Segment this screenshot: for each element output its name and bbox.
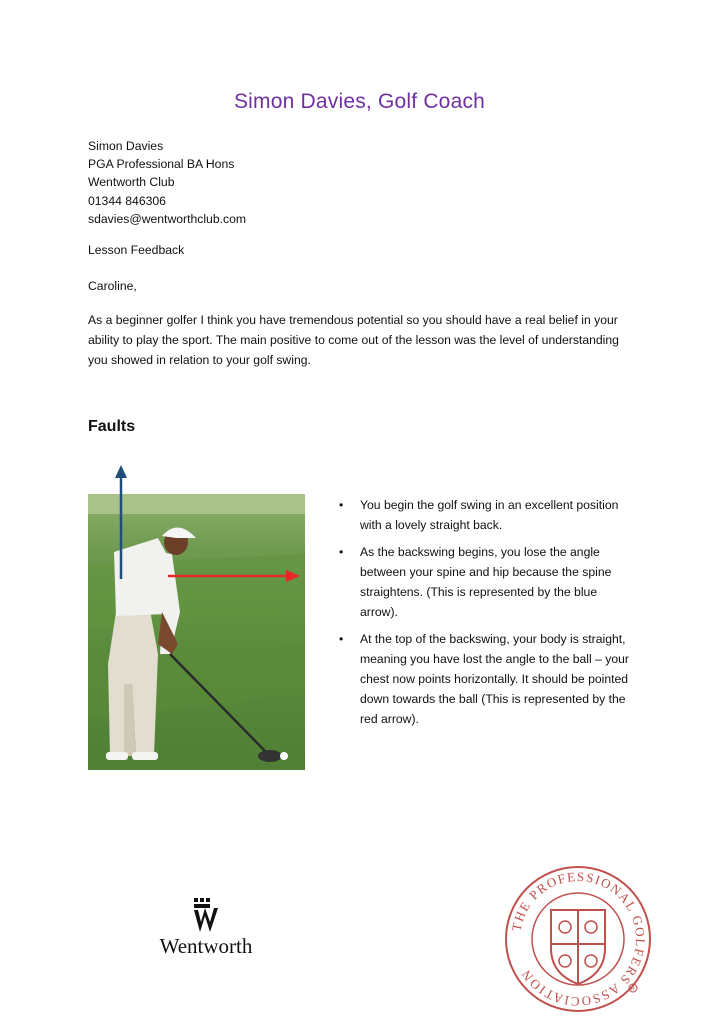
salutation: Caroline,: [88, 279, 137, 293]
intro-paragraph: As a beginner golfer I think you have tremendous potential so you should have a real belief in your ability to play the sport. The main positive to come out of the lesson was the level of understanding you showed in relation to your golf swing.: [88, 313, 619, 367]
subject-line: Lesson Feedback: [88, 243, 185, 257]
contact-club: Wentworth Club: [88, 175, 175, 190]
page-title: Simon Davies, Golf Coach: [233, 90, 486, 113]
wentworth-logo: [146, 896, 266, 960]
contact-block: [88, 137, 246, 228]
svg-text:R: R: [631, 986, 635, 993]
bullet-icon: •: [339, 498, 344, 512]
svg-text:THE PROFESSIONAL GOLFERS ASSOC: THE PROFESSIONAL GOLFERS ASSOCIATION: [508, 868, 649, 1010]
list-item-text: You begin the golf swing in an excellent position with a lovely straight back.: [360, 498, 619, 532]
wentworth-wordmark: Wentworth: [159, 934, 253, 958]
faults-list: [336, 495, 636, 736]
contact-email: sdavies@wentworthclub.com: [88, 211, 247, 226]
contact-name: Simon Davies: [88, 139, 164, 153]
bullet-icon: •: [339, 545, 344, 559]
pga-seal-icon: [503, 864, 653, 1014]
contact-qualification: PGA Professional BA Hons: [88, 157, 235, 172]
faults-heading: Faults: [88, 418, 136, 435]
list-item-text: At the top of the backswing, your body is straight, meaning you have lost the angle to the ball – your chest now points horizontally. It should be pointed down towards the ball (This is represented by the red arrow).: [360, 632, 629, 726]
bullet-icon: •: [339, 632, 344, 646]
contact-phone: 01344 846306: [88, 193, 166, 208]
list-item: [336, 629, 636, 729]
list-item: [336, 542, 636, 622]
list-item: [336, 495, 636, 535]
blue-arrow-icon: [113, 463, 129, 579]
red-arrow-icon: [168, 569, 302, 583]
list-item-text: As the backswing begins, you lose the angle between your spine and hip because the spine straightens. (This is represented by the blue arrow).: [360, 545, 612, 619]
